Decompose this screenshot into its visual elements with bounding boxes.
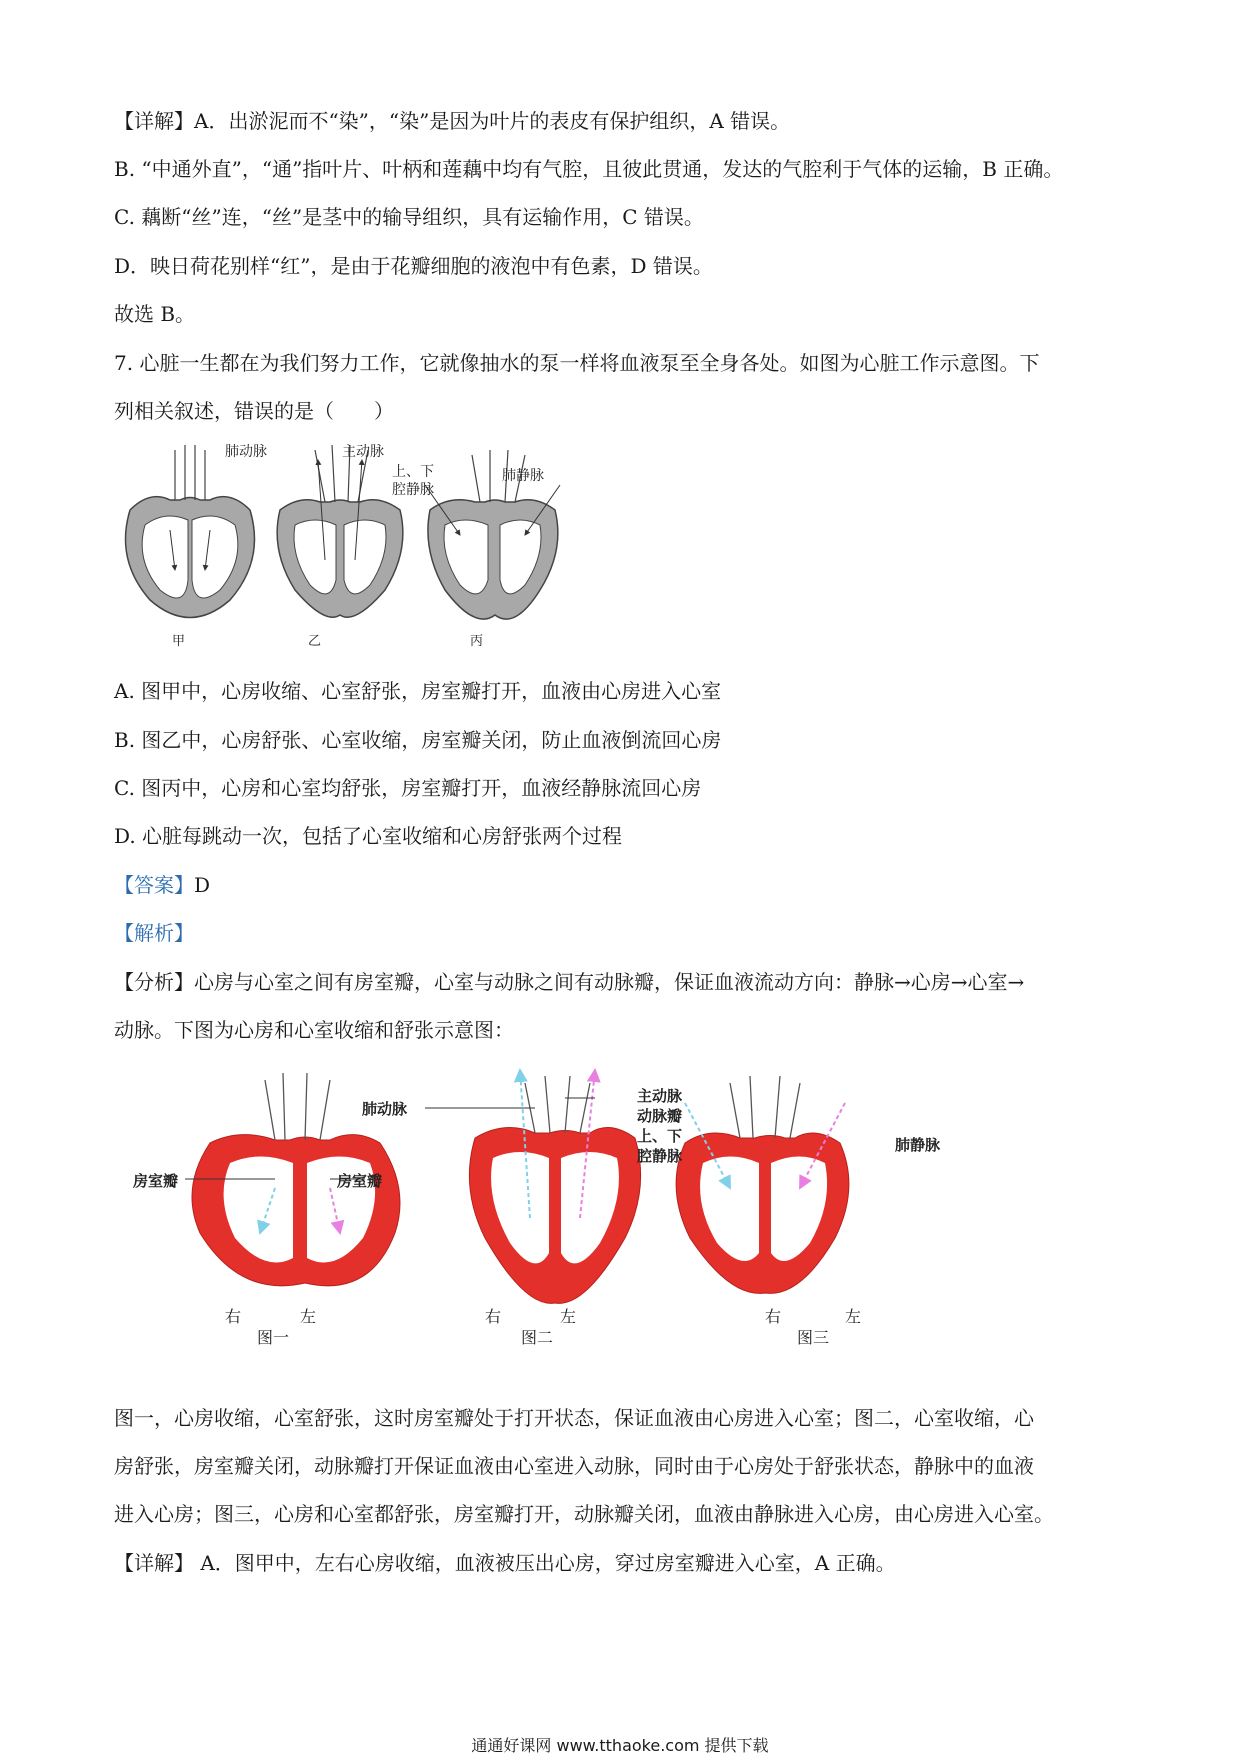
caption-jia: 甲: [172, 634, 186, 649]
label-av-valve-right: 房室瓣: [337, 1172, 383, 1190]
analysis-line-2: 动脉。下图为心房和心室收缩和舒张示意图：: [114, 1018, 514, 1042]
analysis-tag: 【解析】: [114, 921, 194, 945]
heart-figure-three: [676, 1076, 849, 1293]
side-right-3: 右: [765, 1307, 782, 1326]
page-footer: 通通好课网 www.tthaoke.com 提供下载: [471, 1736, 769, 1755]
analysis-line-1: 【分析】心房与心室之间有房室瓣，心室与动脉之间有动脉瓣，保证血液流动方向：静脉→心房→心室→: [114, 970, 1025, 994]
label-aorta-2: 主动脉: [637, 1087, 683, 1105]
option-c: C. 图丙中，心房和心室均舒张，房室瓣打开，血液经静脉流回心房: [114, 776, 702, 800]
caption-bing: 丙: [470, 634, 484, 649]
conclusion-line: 故选 B。: [114, 302, 196, 326]
option-a: A. 图甲中，心房收缩、心室舒张，房室瓣打开，血液由心房进入心室: [114, 679, 722, 703]
explain-line-1: 图一，心房收缩，心室舒张，这时房室瓣处于打开状态，保证血液由心房进入心室；图二，心室收缩，心: [114, 1406, 1034, 1430]
question-7-line-1: 7. 心脏一生都在为我们努力工作，它就像抽水的泵一样将血液泵至全身各处。如图为心脏工作示意图。下: [114, 351, 1040, 375]
answer-tag: 【答案】: [114, 873, 194, 897]
option-b: B. 图乙中，心房舒张、心室收缩，房室瓣关闭，防止血液倒流回心房: [114, 728, 722, 752]
heart-diagram-figure-2: [125, 1058, 985, 1348]
side-right-1: 右: [225, 1307, 242, 1326]
label-vena-cava-2: 腔静脉: [392, 482, 434, 498]
label-arterial-valve: 动脉瓣: [637, 1107, 683, 1125]
heart-figure-two: [469, 1070, 640, 1303]
side-left-1: 左: [300, 1307, 317, 1326]
label-aorta: 主动脉: [342, 444, 384, 460]
explain-line-3: 进入心房；图三，心房和心室都舒张，房室瓣打开，动脉瓣关闭，血液由静脉进入心房，由心房进入心室。: [114, 1502, 1054, 1526]
label-vena-cava-1: 上、下: [392, 464, 434, 480]
detail-line-a: 【详解】A．出淤泥而不“染”，“染”是因为叶片的表皮有保护组织，A 错误。: [114, 109, 791, 133]
label-vena-cava-2a: 上、下: [637, 1127, 683, 1145]
detail-line-c: C. 藕断“丝”连，“丝”是茎中的输导组织，具有运输作用，C 错误。: [114, 205, 704, 229]
caption-figure-two: 图二: [521, 1328, 554, 1347]
option-d: D. 心脏每跳动一次，包括了心室收缩和心房舒张两个过程: [114, 824, 623, 848]
question-7-line-2: 列相关叙述，错误的是（ ）: [114, 399, 394, 423]
label-pulmonary-artery-2: 肺动脉: [362, 1100, 408, 1118]
caption-figure-one: 图一: [257, 1328, 290, 1347]
detail-a-line: 【详解】 A．图甲中，左右心房收缩，血液被压出心房，穿过房室瓣进入心室，A 正确。: [114, 1551, 896, 1575]
heart-yi: [277, 445, 403, 617]
detail-line-d: D．映日荷花别样“红”，是由于花瓣细胞的液泡中有色素，D 错误。: [114, 254, 713, 278]
heart-jia: [126, 445, 255, 618]
detail-line-b: B. “中通外直”，“通”指叶片、叶柄和莲藕中均有气腔，且彼此贯通，发达的气腔利于气体的运输，B 正确。: [114, 157, 1064, 181]
label-pulmonary-vein-2: 肺静脉: [895, 1136, 941, 1154]
label-vena-cava-2b: 腔静脉: [637, 1147, 683, 1165]
label-pulmonary-artery: 肺动脉: [225, 444, 267, 460]
answer-line: [114, 873, 210, 897]
side-left-3: 左: [845, 1307, 862, 1326]
side-right-2: 右: [485, 1307, 502, 1326]
side-left-2: 左: [560, 1307, 577, 1326]
caption-figure-three: 图三: [797, 1328, 830, 1347]
label-av-valve-left: 房室瓣: [133, 1172, 179, 1190]
explain-line-2: 房舒张，房室瓣关闭，动脉瓣打开保证血液由心室进入动脉，同时由于心房处于舒张状态，静脉中的血液: [114, 1454, 1034, 1478]
answer-value: D: [194, 873, 211, 897]
heart-diagram-figure-1: [110, 440, 570, 650]
caption-yi: 乙: [308, 634, 322, 649]
label-pulmonary-vein: 肺静脉: [502, 468, 544, 484]
